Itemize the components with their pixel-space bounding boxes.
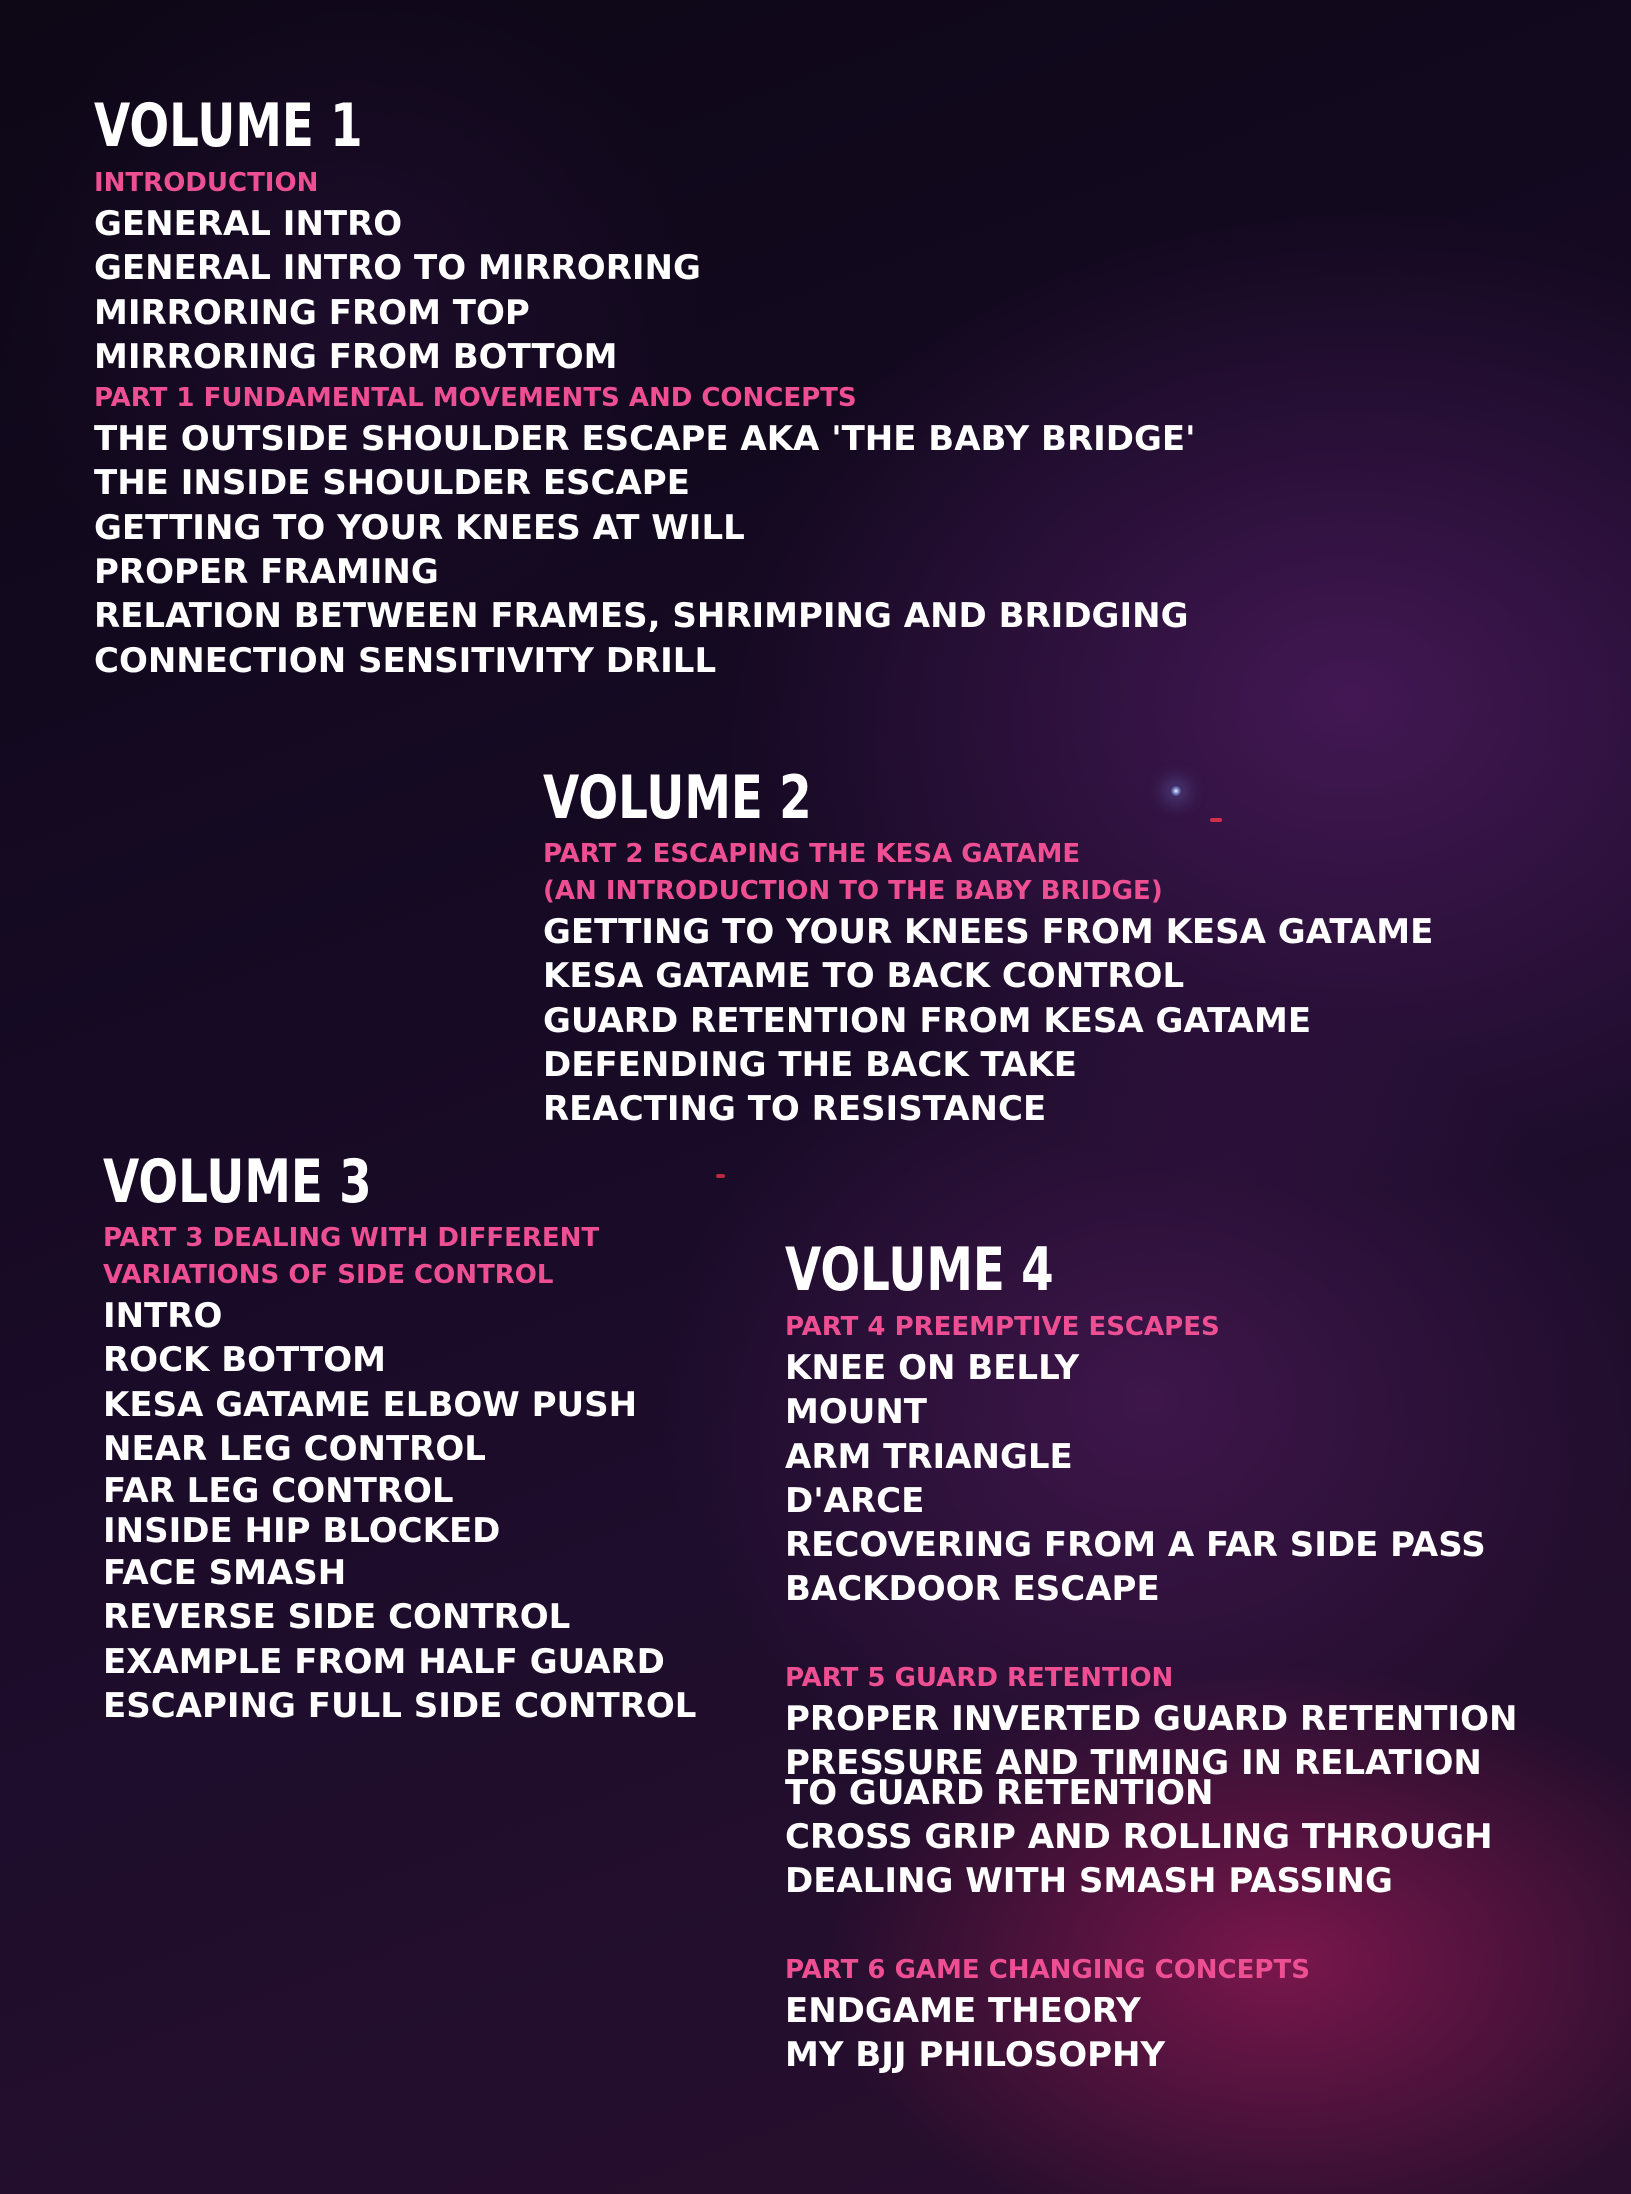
introduction-heading: INTRODUCTION bbox=[94, 168, 319, 198]
list-item: MY BJJ PHILOSOPHY bbox=[785, 2034, 1166, 2075]
part-5-list bbox=[785, 1697, 1517, 1904]
list-item: INTRO bbox=[103, 1296, 223, 1336]
section-spacer bbox=[785, 1612, 1517, 1659]
list-item: EXAMPLE FROM HALF GUARD bbox=[103, 1641, 665, 1682]
volume-4-section bbox=[785, 1232, 1517, 2077]
list-item-line: PRESSURE AND TIMING IN RELATION bbox=[785, 1743, 1482, 1784]
list-item: THE OUTSIDE SHOULDER ESCAPE AKA 'THE BABY BRIDGE' bbox=[94, 419, 1196, 460]
introduction-list bbox=[94, 202, 1196, 379]
volume-1-section bbox=[94, 88, 1196, 683]
volume-1-title: VOLUME 1 bbox=[94, 91, 363, 161]
list-item: KESA GATAME ELBOW PUSH bbox=[103, 1384, 638, 1425]
list-item: FAR LEG CONTROL bbox=[103, 1471, 454, 1512]
list-item: FACE SMASH bbox=[103, 1553, 347, 1594]
volume-3-section bbox=[103, 1144, 696, 1728]
list-item-line: TO GUARD RETENTION bbox=[785, 1773, 1214, 1814]
part-6-heading: PART 6 GAME CHANGING CONCEPTS bbox=[785, 1954, 1310, 1985]
list-item: KESA GATAME TO BACK CONTROL bbox=[543, 956, 1185, 997]
background-red-spark bbox=[716, 1174, 725, 1178]
part-3-heading: PART 3 DEALING WITH DIFFERENT bbox=[103, 1223, 600, 1253]
list-item: INSIDE HIP BLOCKED bbox=[103, 1511, 501, 1552]
list-item: MIRRORING FROM BOTTOM bbox=[94, 336, 618, 377]
list-item: REVERSE SIDE CONTROL bbox=[103, 1597, 571, 1638]
part-3-subheading: VARIATIONS OF SIDE CONTROL bbox=[103, 1260, 554, 1290]
volume-4-title: VOLUME 4 bbox=[785, 1235, 1054, 1305]
list-item: RECOVERING FROM A FAR SIDE PASS bbox=[785, 1525, 1486, 1566]
list-item: REACTING TO RESISTANCE bbox=[543, 1089, 1047, 1130]
list-item: DEFENDING THE BACK TAKE bbox=[543, 1044, 1077, 1085]
part-2-subheading: (AN INTRODUCTION TO THE BABY BRIDGE) bbox=[543, 876, 1163, 906]
list-item: MOUNT bbox=[785, 1392, 927, 1433]
volume-3-title: VOLUME 3 bbox=[103, 1147, 372, 1217]
list-item: THE INSIDE SHOULDER ESCAPE bbox=[94, 463, 690, 504]
part-1-list bbox=[94, 417, 1196, 683]
volume-2-section bbox=[543, 760, 1433, 1131]
list-item: CONNECTION SENSITIVITY DRILL bbox=[94, 640, 717, 681]
part-4-heading: PART 4 PREEMPTIVE ESCAPES bbox=[785, 1312, 1220, 1342]
part-1-heading: PART 1 FUNDAMENTAL MOVEMENTS AND CONCEPTS bbox=[94, 383, 857, 414]
section-spacer bbox=[785, 1904, 1517, 1951]
list-item: ESCAPING FULL SIDE CONTROL bbox=[103, 1686, 697, 1727]
list-item: GENERAL INTRO TO MIRRORING bbox=[94, 248, 701, 289]
list-item: GETTING TO YOUR KNEES AT WILL bbox=[94, 507, 745, 548]
list-item-two-line bbox=[785, 1741, 1517, 1815]
list-item: D'ARCE bbox=[785, 1480, 925, 1521]
part-3-list bbox=[103, 1294, 696, 1728]
list-item: GETTING TO YOUR KNEES FROM KESA GATAME bbox=[543, 912, 1434, 952]
part-2-heading: PART 2 ESCAPING THE KESA GATAME bbox=[543, 839, 1081, 869]
list-item: ARM TRIANGLE bbox=[785, 1436, 1073, 1477]
list-item: NEAR LEG CONTROL bbox=[103, 1428, 486, 1469]
list-item: KNEE ON BELLY bbox=[785, 1348, 1080, 1388]
list-item: BACKDOOR ESCAPE bbox=[785, 1569, 1160, 1610]
volume-2-title: VOLUME 2 bbox=[543, 763, 812, 833]
list-item: PROPER INVERTED GUARD RETENTION bbox=[785, 1698, 1518, 1739]
list-item: PROPER FRAMING bbox=[94, 552, 439, 593]
list-item: GENERAL INTRO bbox=[94, 204, 403, 244]
list-item: CROSS GRIP AND ROLLING THROUGH bbox=[785, 1817, 1493, 1858]
list-item: MIRRORING FROM TOP bbox=[94, 292, 530, 333]
list-item: ENDGAME THEORY bbox=[785, 1990, 1141, 2031]
part-6-list bbox=[785, 1989, 1517, 2078]
part-2-list bbox=[543, 910, 1433, 1131]
list-item: GUARD RETENTION FROM KESA GATAME bbox=[543, 1000, 1312, 1041]
part-5-heading: PART 5 GUARD RETENTION bbox=[785, 1662, 1174, 1693]
list-item: DEALING WITH SMASH PASSING bbox=[785, 1861, 1393, 1902]
list-item: ROCK BOTTOM bbox=[103, 1340, 386, 1381]
part-4-list bbox=[785, 1346, 1517, 1612]
list-item: RELATION BETWEEN FRAMES, SHRIMPING AND BRIDGING bbox=[94, 596, 1189, 637]
